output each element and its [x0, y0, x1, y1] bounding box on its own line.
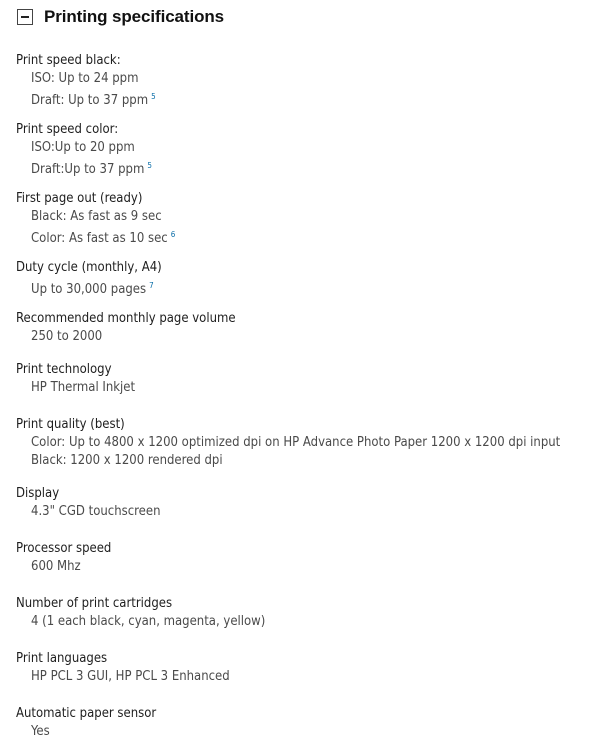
spec-value-text: Black: As fast as 9 sec — [31, 209, 162, 224]
spec-value — [16, 434, 560, 452]
footnote-link[interactable]: 6 — [170, 230, 176, 239]
spec-value-text: HP Thermal Inkjet — [31, 380, 136, 395]
spec-value-text: 250 to 2000 — [31, 329, 103, 344]
footnote-link[interactable]: 5 — [147, 161, 152, 170]
spec-value-text: Color: As fast as 10 sec — [31, 231, 168, 246]
spec-value-text: 4 (1 each black, cyan, magenta, yellow) — [31, 614, 266, 629]
spec-value-text: Color: Up to 4800 x 1200 optimized dpi on HP Advance Photo Paper 1200 x 1200 dpi input — [31, 435, 561, 450]
spec-monthly-volume — [16, 310, 236, 346]
spec-value — [16, 668, 230, 686]
spec-label: First page out (ready) — [16, 191, 143, 206]
spec-print-quality — [16, 416, 560, 470]
spec-value-text: HP PCL 3 GUI, HP PCL 3 Enhanced — [31, 669, 230, 684]
spec-label: Print technology — [16, 362, 112, 377]
spec-value — [16, 70, 156, 88]
spec-duty-cycle — [16, 259, 162, 299]
spec-value — [16, 208, 175, 226]
spec-print-speed-color — [16, 121, 152, 179]
spec-label: Print speed color: — [16, 122, 119, 137]
section-header[interactable] — [17, 6, 224, 28]
spec-value — [16, 226, 175, 248]
spec-processor-speed — [16, 540, 111, 576]
spec-value-text: Draft: Up to 37 ppm — [31, 93, 149, 108]
spec-print-cartridges — [16, 595, 265, 631]
spec-value — [16, 379, 135, 397]
spec-paper-sensor — [16, 705, 156, 741]
spec-value-text: 600 Mhz — [31, 559, 81, 574]
spec-label: Print speed black: — [16, 53, 121, 68]
spec-display — [16, 485, 161, 521]
footnote-link[interactable]: 5 — [151, 92, 156, 101]
spec-value — [16, 328, 236, 346]
spec-value-text: Draft:Up to 37 ppm — [31, 162, 145, 177]
spec-value-text: Up to 30,000 pages — [31, 282, 147, 297]
spec-value — [16, 452, 560, 470]
spec-value — [16, 558, 111, 576]
spec-label: Processor speed — [16, 541, 112, 556]
spec-value — [16, 88, 156, 110]
spec-print-languages — [16, 650, 230, 686]
spec-label: Recommended monthly page volume — [16, 311, 236, 326]
spec-label: Duty cycle (monthly, A4) — [16, 260, 162, 275]
spec-value-text: ISO:Up to 20 ppm — [31, 140, 135, 155]
spec-value-text: 4.3" CGD touchscreen — [31, 504, 161, 519]
spec-value-text: Yes — [31, 724, 50, 739]
spec-value — [16, 277, 162, 299]
spec-value — [16, 139, 152, 157]
spec-label: Automatic paper sensor — [16, 706, 157, 721]
spec-label: Print languages — [16, 651, 108, 666]
spec-label: Print quality (best) — [16, 417, 125, 432]
spec-value — [16, 157, 152, 179]
spec-print-speed-black — [16, 52, 156, 110]
collapse-icon[interactable] — [17, 9, 33, 25]
spec-label: Display — [16, 486, 60, 501]
spec-first-page-out — [16, 190, 175, 248]
section-title: Printing specifications — [44, 7, 225, 26]
footnote-link[interactable]: 7 — [149, 281, 154, 290]
spec-value — [16, 723, 156, 741]
spec-value — [16, 503, 161, 521]
spec-print-technology — [16, 361, 135, 397]
spec-value-text: Black: 1200 x 1200 rendered dpi — [31, 453, 223, 468]
spec-label: Number of print cartridges — [16, 596, 173, 611]
spec-value — [16, 613, 265, 631]
spec-value-text: ISO: Up to 24 ppm — [31, 71, 139, 86]
